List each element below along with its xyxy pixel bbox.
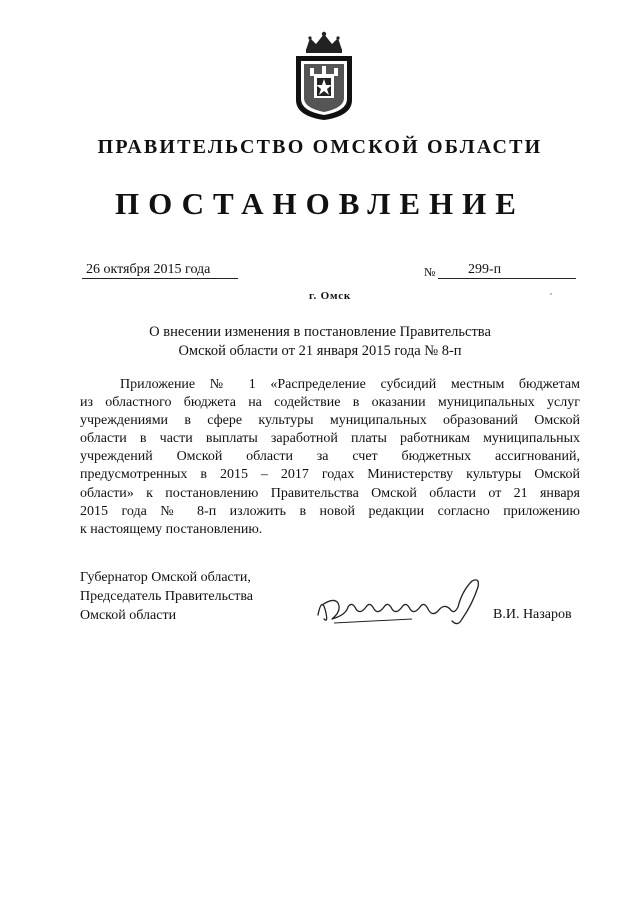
document-type-heading: ПОСТАНОВЛЕНИЕ — [115, 186, 525, 221]
body-line: области» к постановлению Правительства Омской области от 21 января — [80, 485, 580, 501]
body-line: учреждений Омской области за счет бюджетных ассигнований, — [80, 449, 580, 465]
number-sign: № — [424, 265, 436, 279]
document-number: 299-п — [468, 262, 502, 277]
city-label: г. Омск — [308, 290, 352, 302]
body-line: 2015 года № 8-п изложить в новой редакции согласно приложению — [80, 503, 580, 519]
subject-line: Омской области от 21 января 2015 года № 8-п — [178, 343, 462, 359]
subject-line: О внесении изменения в постановление Правительства — [149, 324, 491, 340]
organization-heading: ПРАВИТЕЛЬСТВО ОМСКОЙ ОБЛАСТИ — [97, 136, 543, 158]
signatory-title-line: Омской области — [80, 608, 177, 623]
resolution-body — [80, 376, 580, 539]
signatory-title — [80, 568, 253, 625]
omsk-oblast-coat-of-arms-icon — [290, 30, 358, 122]
signatory-title-line: Губернатор Омской области, — [80, 570, 251, 585]
body-line: из областного бюджета на содействие в оказании муниципальных услуг — [80, 395, 580, 411]
document-date: 26 октября 2015 года — [82, 262, 238, 279]
document-number-field — [438, 262, 576, 279]
signatory-title-line: Председатель Правительства — [80, 589, 253, 604]
body-line: к настоящему постановлению. — [80, 521, 263, 537]
body-line: Приложение № 1 «Распределение субсидий местным бюджетам — [120, 377, 580, 392]
handwritten-signature — [312, 575, 484, 635]
document-subject — [0, 323, 640, 361]
body-line: предусмотренных в 2015 – 2017 годах Министерству культуры Омской — [80, 467, 580, 483]
signatory-name: В.И. Назаров — [493, 607, 572, 622]
body-line: области в части выплаты заработной платы работникам муниципальных — [80, 431, 580, 447]
body-line: учреждениями в сфере культуры муниципальных образований Омской — [80, 413, 580, 429]
